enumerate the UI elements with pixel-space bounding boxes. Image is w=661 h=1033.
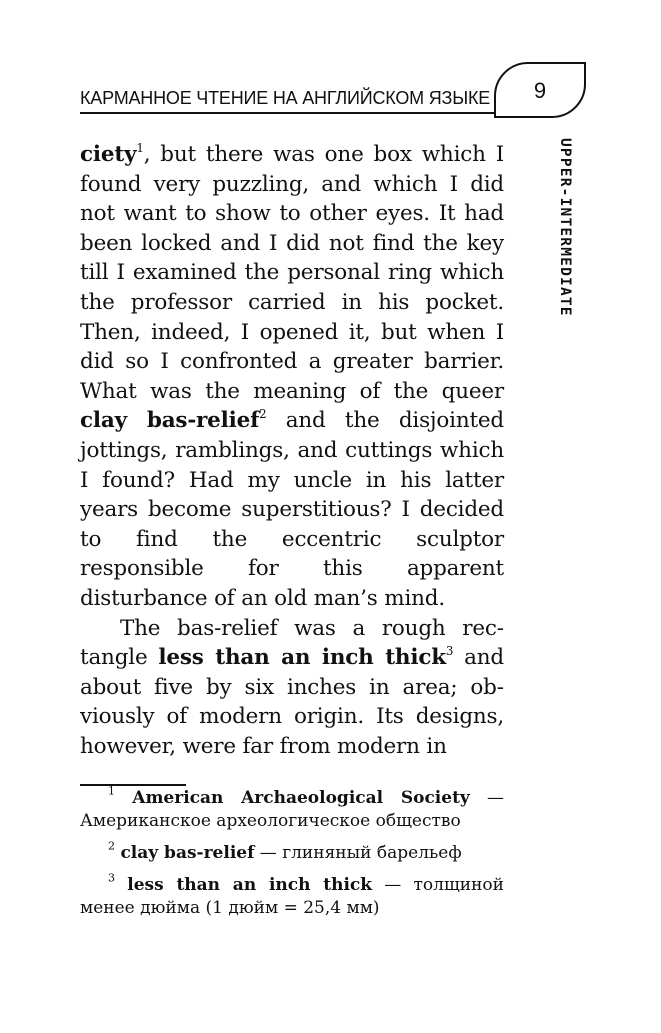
main-text [80, 140, 504, 761]
footnote-ref: 3 [445, 644, 454, 659]
footnote [80, 784, 505, 833]
footnote-definition: — глиняный барельеф [254, 843, 462, 863]
level-label-text: UPPER-INTERMEDIATE [557, 138, 573, 317]
paragraph-text: and about five by six inches in area; obviously of modern origin. Its designs, however, were far from modern in [80, 645, 504, 759]
footnotes [80, 784, 505, 929]
footnote-definition: — толщиной менее дюйма (1 дюйм = 25,4 мм) [80, 875, 504, 918]
footnote [80, 871, 504, 920]
footnote-definition: — Американское археологическое общество [80, 788, 505, 831]
glossed-term: ciety [80, 142, 137, 167]
footnote-number: 2 [108, 839, 116, 853]
footnote-term: American Archaeological Society [132, 788, 470, 808]
page-number-tab [494, 62, 586, 118]
footnote-number: 3 [108, 871, 116, 885]
paragraph-1 [80, 140, 504, 614]
paragraph-text: , but there was one box which I found very puzzling, and which I did not want to show to other eyes. It had been locked and I did not find the key till I examined the personal ring which the professor carried in his pocket. Then, indeed, I opened it, but when I did so I confronted a greater barrier. What was the meaning of the queer [80, 142, 504, 404]
footnote-term: less than an inch thick [127, 875, 373, 895]
footnote-term: clay bas-relief [120, 843, 255, 863]
page-header [80, 62, 584, 120]
footnote-ref: 1 [136, 141, 144, 156]
footnote-ref: 2 [259, 407, 267, 422]
glossed-term: less than an inch thick [158, 645, 446, 671]
paragraph-text: and the disjointed jottings, ramblings, and cuttings which I found? Had my uncle in his latter years become superstitious? I decided to find the eccentric sculptor responsible for this apparent disturbance of an old man’s mind. [80, 408, 504, 611]
footnote-number: 1 [108, 784, 116, 798]
paragraph-text: The bas-relief was a rough rectangle [80, 615, 504, 671]
glossed-term: clay bas-relief [80, 408, 260, 434]
page-number: 9 [533, 78, 547, 103]
running-title: КАРМАННОЕ ЧТЕНИЕ НА АНГЛИЙСКОМ ЯЗЫКЕ [80, 88, 491, 108]
paragraph-2 [80, 614, 504, 762]
level-side-label [549, 138, 573, 372]
footnote [80, 839, 504, 865]
header-rule [80, 112, 500, 114]
footnote-rule [80, 784, 186, 786]
